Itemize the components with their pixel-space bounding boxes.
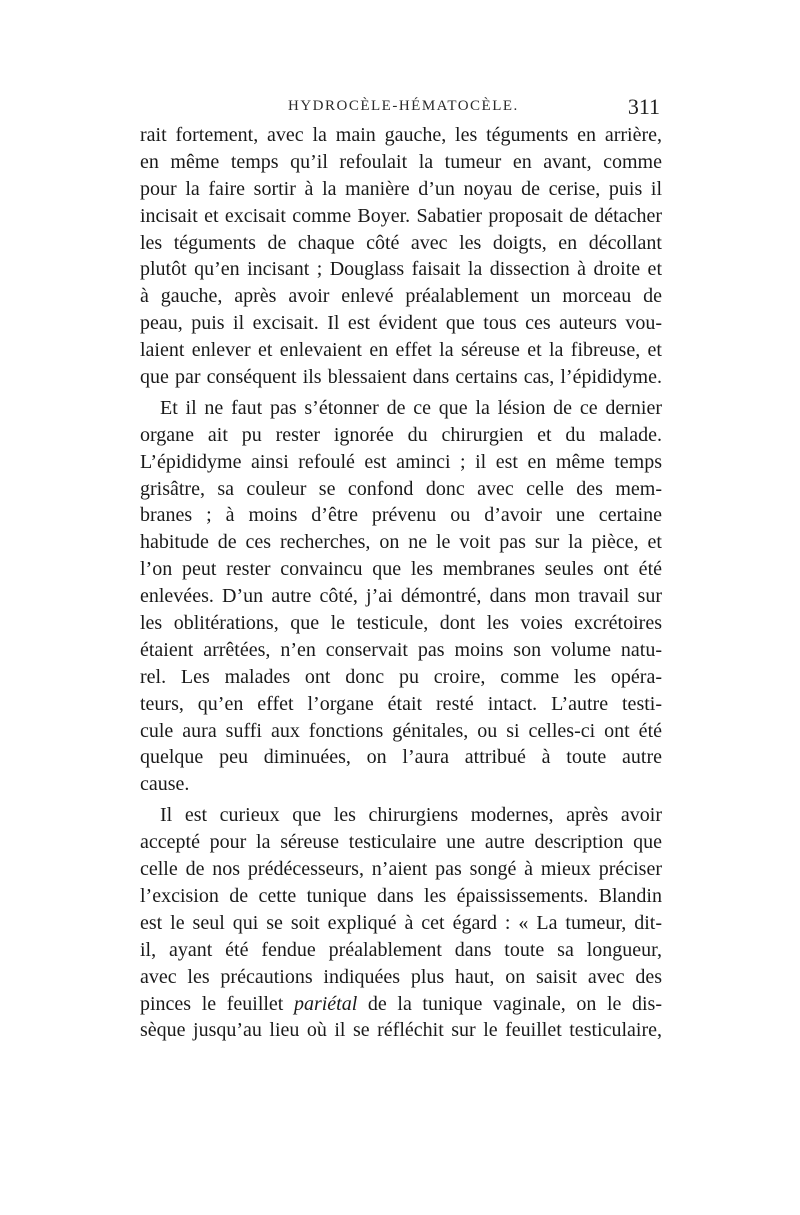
text-line: enlevées. D’un autre côté, j’ai démontré, dans mon travail sur xyxy=(140,585,662,608)
text-line: que par conséquent ils blessaient dans certains cas, l’épididyme. xyxy=(140,366,662,389)
text-line: l’excision de cette tunique dans les épaississements. Blandin xyxy=(140,884,662,907)
body-text xyxy=(140,122,662,1044)
text-line: grisâtre, sa couleur se confond donc avec celle des mem- xyxy=(140,477,662,500)
text-line: rait fortement, avec la main gauche, les téguments en arrière, xyxy=(140,124,662,146)
text-line: habitude de ces recherches, on ne le voit pas sur la pièce, et xyxy=(140,531,662,554)
running-head xyxy=(140,96,660,122)
text-line: sèque jusqu’au lieu où il se réfléchit sur le feuillet testiculaire, xyxy=(140,1019,662,1042)
text-line: en même temps qu’il refoulait la tumeur en avant, comme xyxy=(140,150,662,173)
text-line: Il est curieux que les chirurgiens modernes, après avoir xyxy=(160,804,662,827)
text-line: étaient arrêtées, n’en conservait pas moins son volume natu- xyxy=(140,638,662,661)
text-line: peau, puis il excisait. Il est évident que tous ces auteurs vou- xyxy=(140,312,662,335)
text-line: L’épididyme ainsi refoulé est aminci ; il est en même temps xyxy=(140,450,662,473)
text-line: quelque peu diminuées, on l’aura attribué à toute autre xyxy=(140,746,662,769)
page-number: 311 xyxy=(627,94,660,119)
text-segment: pinces le feuillet xyxy=(140,992,294,1015)
text-line: les oblitérations, que le testicule, dont les voies excrétoires xyxy=(140,612,662,635)
text-line-with-italic xyxy=(140,991,662,1018)
text-line: rel. Les malades ont donc pu croire, comme les opéra- xyxy=(140,665,662,688)
text-line: teurs, qu’en effet l’organe était resté intact. L’autre testi- xyxy=(140,692,662,715)
paragraph-1 xyxy=(140,122,662,391)
text-line: incisait et excisait comme Boyer. Sabatier proposait de détacher xyxy=(140,204,662,227)
text-line: cause. xyxy=(140,773,190,796)
running-title: HYDROCÈLE-HÉMATOCÈLE. xyxy=(288,98,519,114)
text-line: accepté pour la séreuse testiculaire une autre description que xyxy=(140,831,662,854)
paragraph-2 xyxy=(140,395,662,798)
text-line: l’on peut rester convaincu que les membranes seules ont été xyxy=(140,558,662,581)
text-line: organe ait pu rester ignorée du chirurgien et du malade. xyxy=(140,423,662,446)
text-line: cule aura suffi aux fonctions génitales, ou si celles-ci ont été xyxy=(140,719,662,742)
text-line: Et il ne faut pas s’étonner de ce que la lésion de ce dernier xyxy=(160,396,662,419)
text-line: les téguments de chaque côté avec les doigts, en décollant xyxy=(140,231,662,254)
text-line: celle de nos prédécesseurs, n’aient pas songé à mieux préciser xyxy=(140,858,662,881)
text-line: est le seul qui se soit expliqué à cet égard : « La tumeur, dit- xyxy=(140,911,662,934)
text-line: avec les précautions indiquées plus haut, on saisit avec des xyxy=(140,965,662,988)
paragraph-3 xyxy=(140,802,662,1044)
text-line: il, ayant été fendue préalablement dans toute sa longueur, xyxy=(140,938,662,961)
text-line: à gauche, après avoir enlevé préalablement un morceau de xyxy=(140,285,662,308)
text-line: laient enlever et enlevaient en effet la séreuse et la fibreuse, et xyxy=(140,339,662,362)
text-line: pour la faire sortir à la manière d’un noyau de cerise, puis il xyxy=(140,177,662,200)
text-line: plutôt qu’en incisant ; Douglass faisait la dissection à droite et xyxy=(140,258,662,281)
text-segment: de la tunique vaginale, on le dis- xyxy=(357,992,662,1015)
text-line: branes ; à moins d’être prévenu ou d’avoir une certaine xyxy=(140,504,662,527)
italic-term: pariétal xyxy=(293,992,358,1015)
